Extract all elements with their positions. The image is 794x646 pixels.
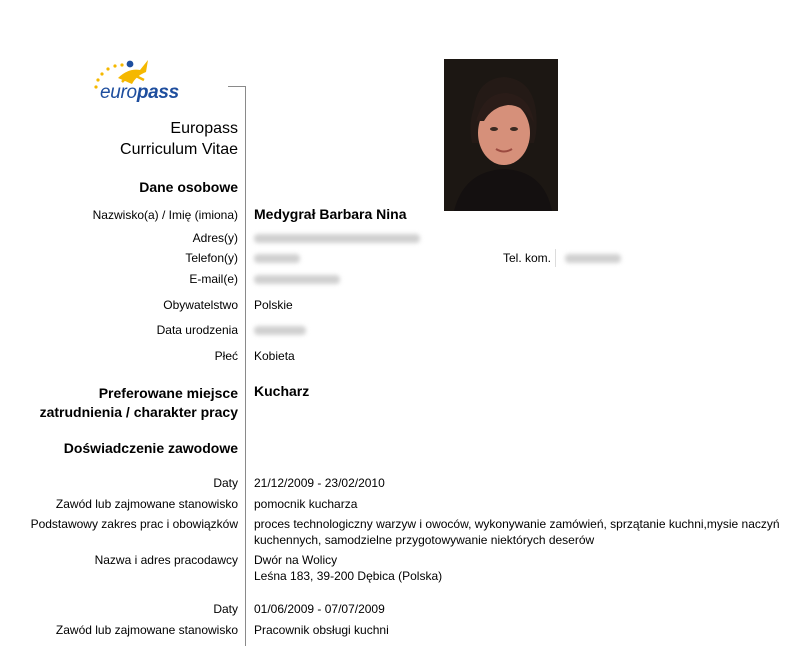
- exp1-employer-label: Nazwa i adres pracodawcy: [94, 553, 238, 567]
- address-label: Adres(y): [192, 231, 238, 245]
- address-value-redacted: [254, 231, 420, 246]
- mobile-value-redacted: [565, 251, 621, 266]
- cv-title-line2: Curriculum Vitae: [120, 141, 238, 158]
- nationality-label: Obywatelstwo: [163, 298, 238, 312]
- exp2-position-label: Zawód lub zajmowane stanowisko: [55, 623, 238, 637]
- column-divider: [245, 86, 246, 646]
- email-value-redacted: [254, 272, 340, 287]
- phone-label: Telefon(y): [185, 251, 238, 265]
- profile-photo: [444, 59, 558, 211]
- cv-title-line1: Europass: [170, 120, 238, 137]
- mobile-label: Tel. kom.: [503, 251, 552, 265]
- exp2-dates: 01/06/2009 - 07/07/2009: [254, 602, 385, 616]
- name-label: Nazwisko(a) / Imię (imiona): [92, 208, 238, 222]
- preferred-label-line1: Preferowane miejsce: [98, 385, 238, 401]
- exp2-dates-label: Daty: [213, 602, 238, 616]
- exp1-employer-line2: Leśna 183, 39-200 Dębica (Polska): [254, 569, 443, 583]
- logo-wordmark: europass: [100, 82, 179, 103]
- exp1-duties-line2: kuchennych, samodzielne przygotowywanie niektórych deserów: [254, 533, 595, 547]
- exp2-position: Pracownik obsługi kuchni: [254, 623, 389, 637]
- exp1-position-label: Zawód lub zajmowane stanowisko: [55, 497, 238, 511]
- birthdate-value-redacted: [254, 323, 306, 338]
- exp1-duties-label: Podstawowy zakres prac i obowiązków: [30, 517, 238, 531]
- phone-value-redacted: [254, 251, 300, 266]
- birthdate-label: Data urodzenia: [156, 323, 238, 337]
- name-value: Medygrał Barbara Nina: [254, 206, 407, 222]
- preferred-label-line2: zatrudnienia / charakter pracy: [39, 404, 238, 420]
- section-title-personal: Dane osobowe: [139, 179, 238, 195]
- gender-label: Płeć: [214, 349, 238, 363]
- exp1-duties-line1: proces technologiczny warzyw i owoców, wykonywanie zamówień, sprzątanie kuchni,mysie naczyń: [254, 517, 780, 531]
- section-title-experience: Doświadczenie zawodowe: [63, 440, 238, 456]
- exp1-position: pomocnik kucharza: [254, 497, 358, 511]
- gender-value: Kobieta: [254, 349, 295, 363]
- mobile-separator: [555, 249, 556, 267]
- exp1-dates: 21/12/2009 - 23/02/2010: [254, 476, 385, 490]
- preferred-value: Kucharz: [254, 383, 310, 399]
- email-label: E-mail(e): [189, 272, 238, 286]
- exp1-employer-line1: Dwór na Wolicy: [254, 553, 338, 567]
- exp1-dates-label: Daty: [213, 476, 238, 490]
- nationality-value: Polskie: [254, 298, 293, 312]
- column-divider-tick: [228, 86, 246, 87]
